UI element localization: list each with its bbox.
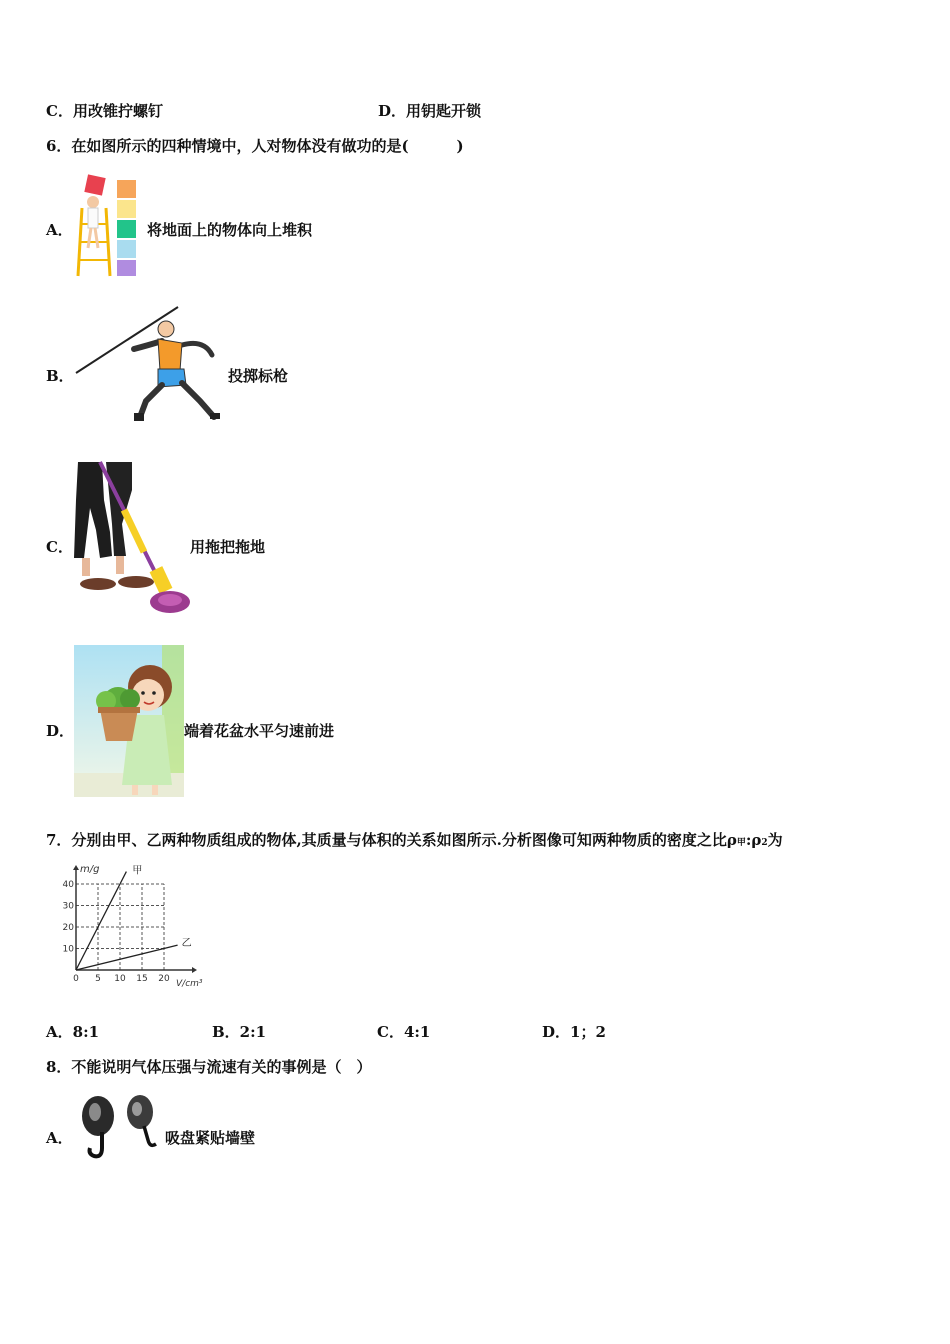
q7-stem-sub-jia: 甲 (736, 838, 746, 848)
q6-stem-text: 6．在如图所示的四种情境中，人对物体没有做功的是( (46, 137, 409, 155)
y-tick-label-0: 10 (62, 944, 74, 955)
series-label-1: 乙 (181, 938, 192, 950)
q7-option-b: B．2:1 (212, 1023, 267, 1041)
q8-stem: 8．不能说明气体压强与流速有关的事例是（ ） (46, 1058, 372, 1076)
q6-option-c-label: C． (46, 538, 73, 556)
x-axis-arrow (192, 967, 197, 973)
q5-option-c: C．用改锥拧螺钉 (46, 102, 163, 120)
girl-with-flowerpot-image (74, 645, 184, 797)
chart-grid (76, 884, 164, 970)
x-tick-label-3: 15 (136, 974, 148, 984)
q6-stem-close: ) (456, 137, 464, 155)
x-tick-label-0: 0 (73, 974, 79, 984)
series-label-0: 甲 (132, 865, 143, 877)
series-line-1 (76, 949, 164, 971)
y-tick-label-1: 20 (62, 923, 74, 933)
x-tick-label-1: 5 (95, 974, 101, 984)
q6-option-a-label: A． (46, 221, 73, 239)
y-tick-label-2: 30 (62, 901, 74, 912)
y-tick-labels (63, 880, 75, 955)
q6-stem (46, 136, 464, 156)
x-tick-label-2: 10 (114, 974, 126, 984)
q6-option-c-text: 用拖把拖地 (190, 538, 266, 556)
y-tick-label-3: 40 (62, 880, 74, 890)
q8-option-a-text: 吸盘紧贴墙壁 (165, 1129, 256, 1147)
javelin-thrower-image (74, 305, 224, 427)
q6-option-d-text: 端着花盆水平匀速前进 (184, 722, 335, 740)
q6-option-b-label: B． (46, 367, 74, 385)
x-tick-label-4: 20 (158, 974, 170, 984)
x-tick-labels (73, 974, 170, 984)
q7-option-c: C．4:1 (377, 1023, 431, 1041)
q6-option-a-text: 将地面上的物体向上堆积 (147, 221, 313, 239)
mass-volume-chart (50, 858, 220, 990)
mopping-image (74, 460, 190, 616)
q7-option-a: A．8:1 (46, 1023, 100, 1041)
q6-option-d-label: D． (46, 722, 75, 740)
q7-stem-sub-2: 2 (761, 838, 768, 848)
x-axis-label: V/cm³ (176, 979, 203, 989)
q7-stem-end: 为 (767, 831, 783, 849)
q8-option-a-label: A． (46, 1129, 73, 1147)
q7-option-d: D．1；2 (542, 1023, 606, 1041)
q7-stem-mid: :ρ (745, 831, 762, 849)
q7-stem-main: 7．分别由甲、乙两种物质组成的物体,其质量与体积的关系如图所示.分析图像可知两种物质的密度之比ρ (46, 831, 737, 849)
y-axis-label: m/g (80, 864, 100, 875)
y-axis-arrow (73, 865, 79, 870)
series-line-extension-0 (120, 872, 126, 884)
series-line-extension-1 (164, 945, 178, 948)
suction-cup-hooks-image (78, 1092, 164, 1166)
chart-series (76, 865, 192, 970)
q5-option-d: D．用钥匙开锁 (378, 102, 482, 120)
q6-option-b-text: 投掷标枪 (228, 367, 289, 385)
q7-stem (46, 830, 783, 853)
stacking-boxes-image (76, 172, 142, 278)
